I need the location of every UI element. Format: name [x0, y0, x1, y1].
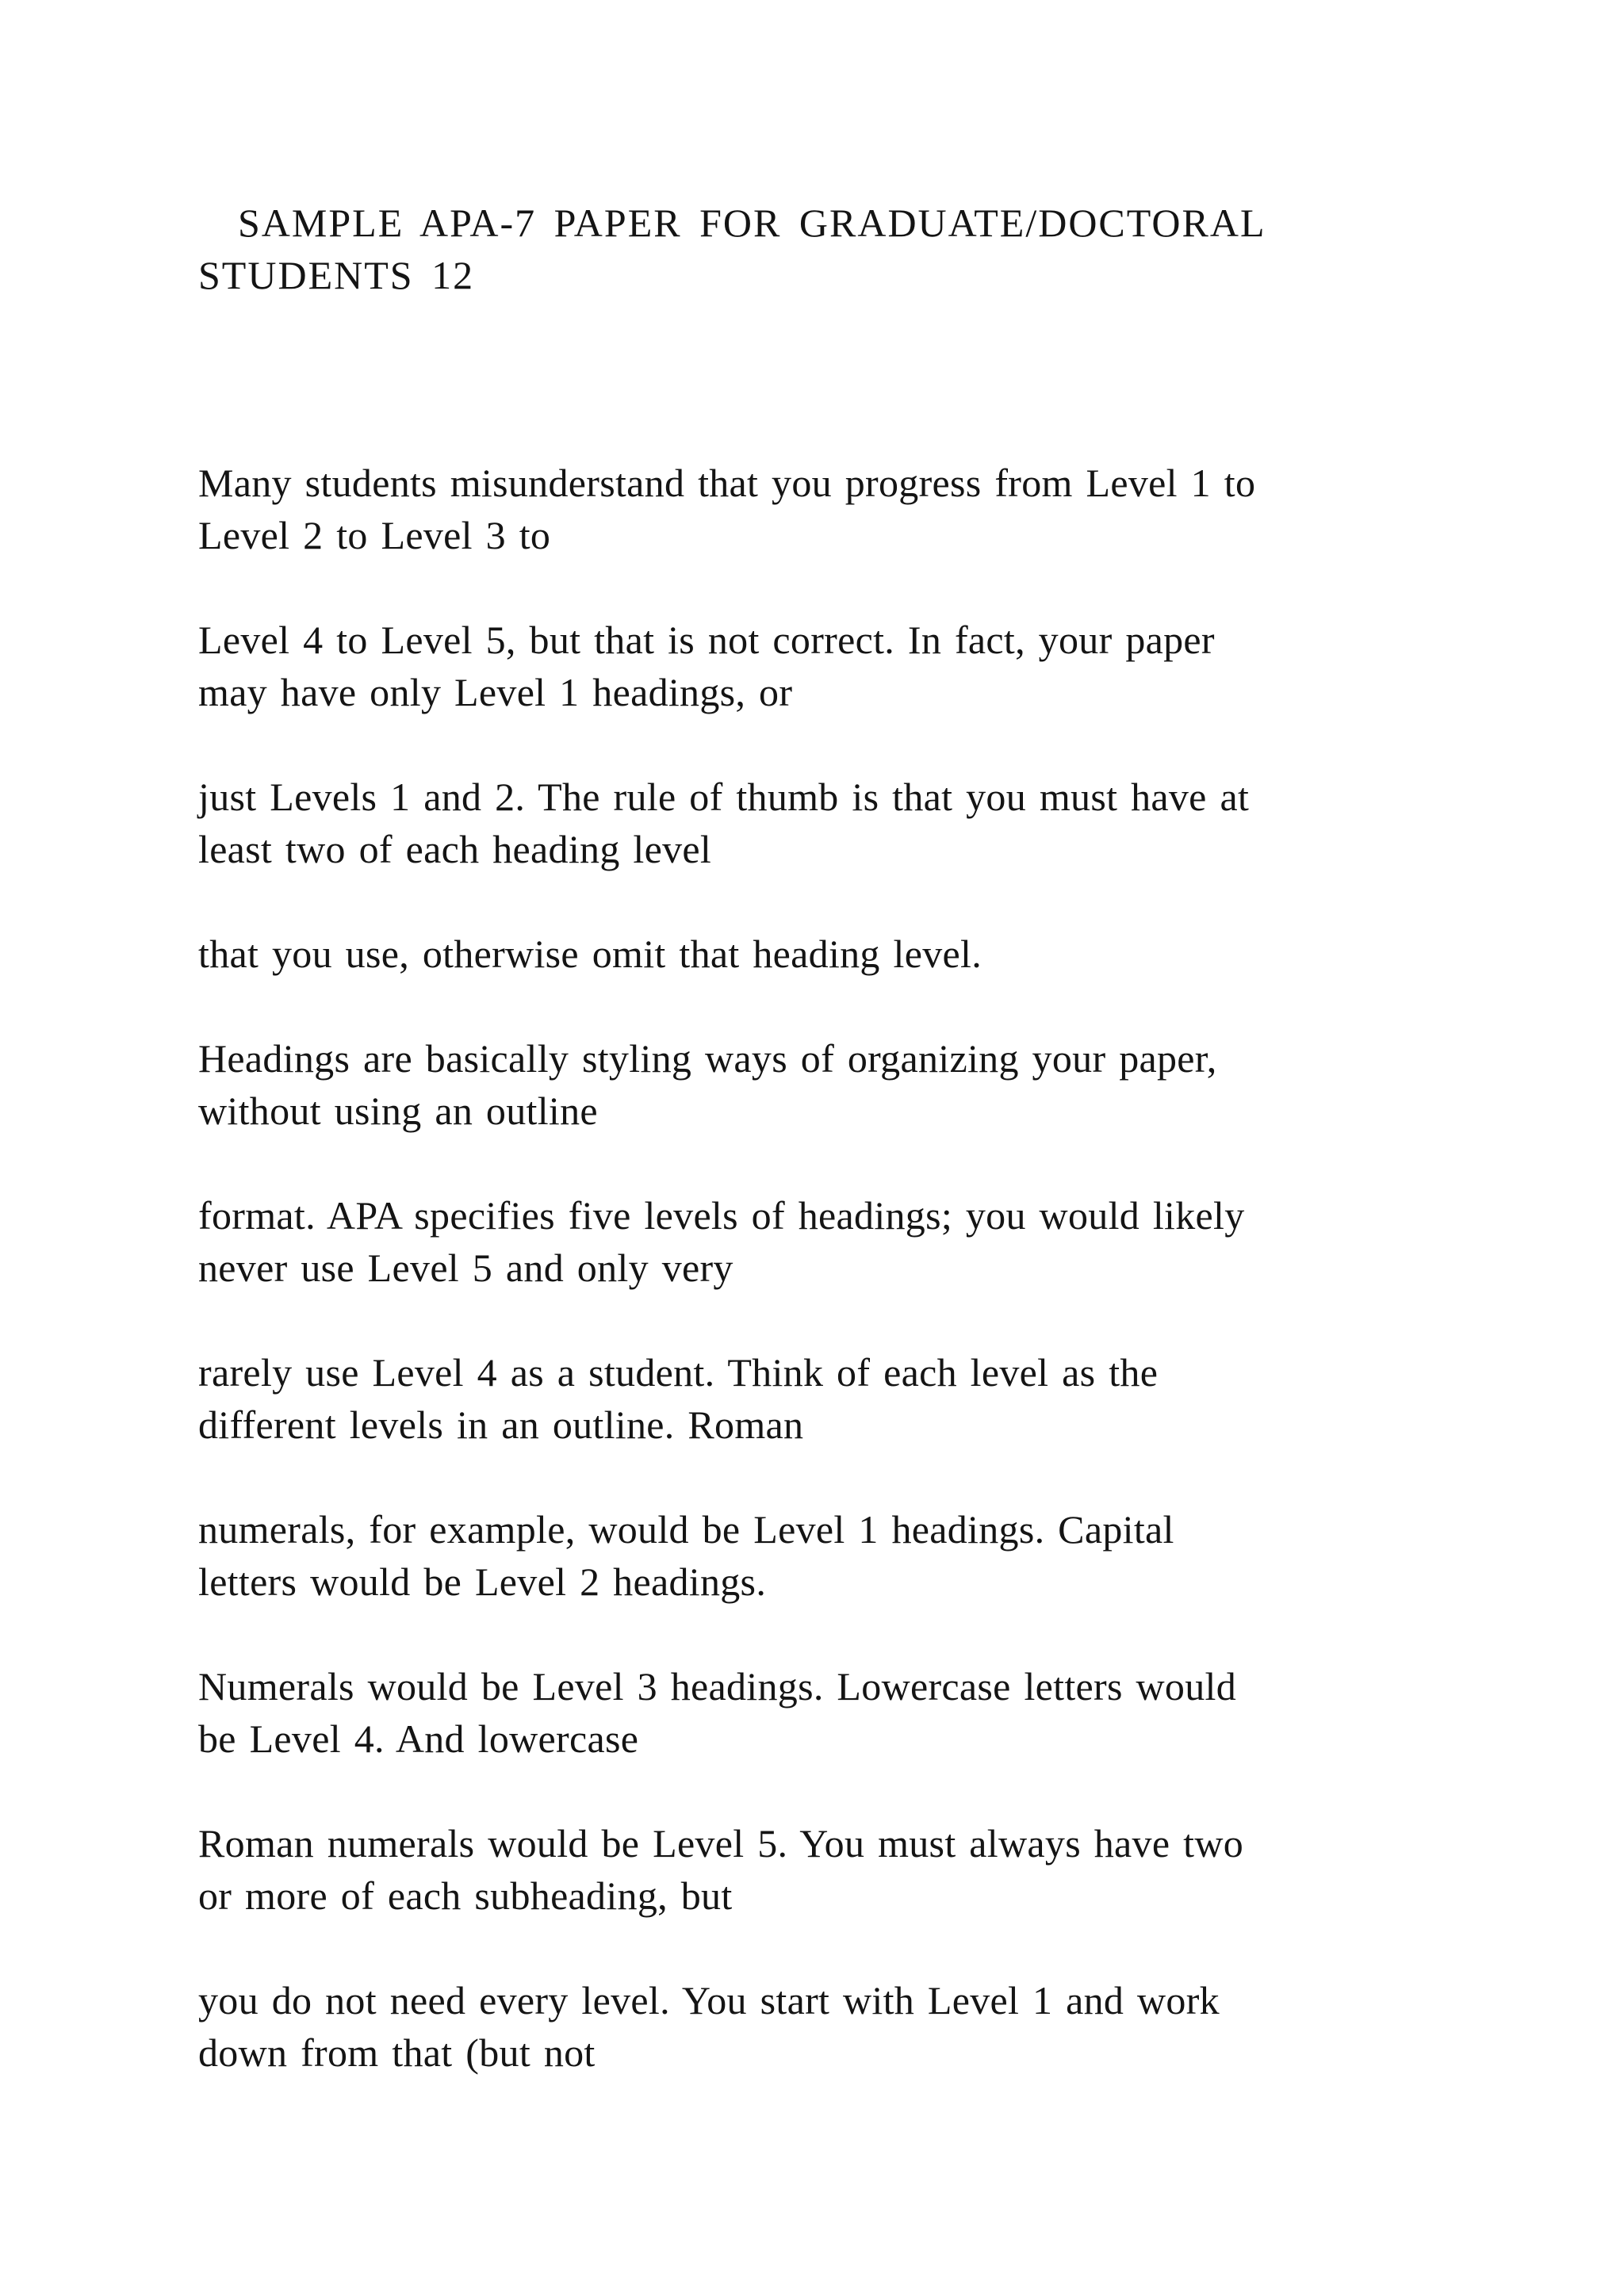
paragraph-7 [198, 1346, 1483, 1451]
paragraph-line: Headings are basically styling ways of organizing your paper, [198, 1036, 1217, 1081]
paragraph-9 [198, 1660, 1483, 1765]
paragraph-line: Many students misunderstand that you progress from Level 1 to [198, 461, 1256, 505]
paragraph-6 [198, 1189, 1483, 1294]
paragraph-line: letters would be Level 2 headings. [198, 1559, 767, 1604]
paragraph-line: format. APA specifies five levels of headings; you would likely [198, 1193, 1245, 1238]
paragraph-line: least two of each heading level [198, 827, 712, 871]
paragraph-line: never use Level 5 and only very [198, 1246, 733, 1290]
paragraph-line: numerals, for example, would be Level 1 headings. Capital [198, 1507, 1174, 1552]
paragraph-line: be Level 4. And lowercase [198, 1716, 639, 1761]
paragraph-line: down from that (but not [198, 2030, 596, 2075]
paragraph-line: just Levels 1 and 2. The rule of thumb is that you must have at [198, 775, 1250, 819]
paragraph-line: different levels in an outline. Roman [198, 1402, 804, 1447]
running-head [198, 197, 1467, 301]
document-body [198, 457, 1483, 2131]
paragraph-11 [198, 1974, 1483, 2079]
paragraph-5 [198, 1032, 1483, 1137]
paragraph-4 [198, 928, 1483, 980]
paragraph-line: Roman numerals would be Level 5. You must always have two [198, 1821, 1244, 1866]
paragraph-8 [198, 1503, 1483, 1608]
paragraph-line: you do not need every level. You start with Level 1 and work [198, 1978, 1220, 2022]
paragraph-line: Numerals would be Level 3 headings. Lowercase letters would [198, 1664, 1237, 1709]
paragraph-line: rarely use Level 4 as a student. Think of each level as the [198, 1350, 1159, 1395]
paragraph-line: that you use, otherwise omit that heading level. [198, 932, 982, 976]
paragraph-10 [198, 1817, 1483, 1922]
running-head-line-2: STUDENTS 12 [198, 253, 475, 297]
paragraph-2 [198, 614, 1483, 718]
paragraph-line: Level 4 to Level 5, but that is not correct. In fact, your paper [198, 618, 1215, 662]
paragraph-line: without using an outline [198, 1089, 598, 1133]
paragraph-3 [198, 771, 1483, 875]
running-head-line-1: SAMPLE APA-7 PAPER FOR GRADUATE/DOCTORAL [238, 201, 1266, 245]
paragraph-line: may have only Level 1 headings, or [198, 670, 793, 714]
paragraph-1 [198, 457, 1483, 561]
paragraph-line: Level 2 to Level 3 to [198, 513, 551, 557]
paragraph-line: or more of each subheading, but [198, 1873, 733, 1918]
